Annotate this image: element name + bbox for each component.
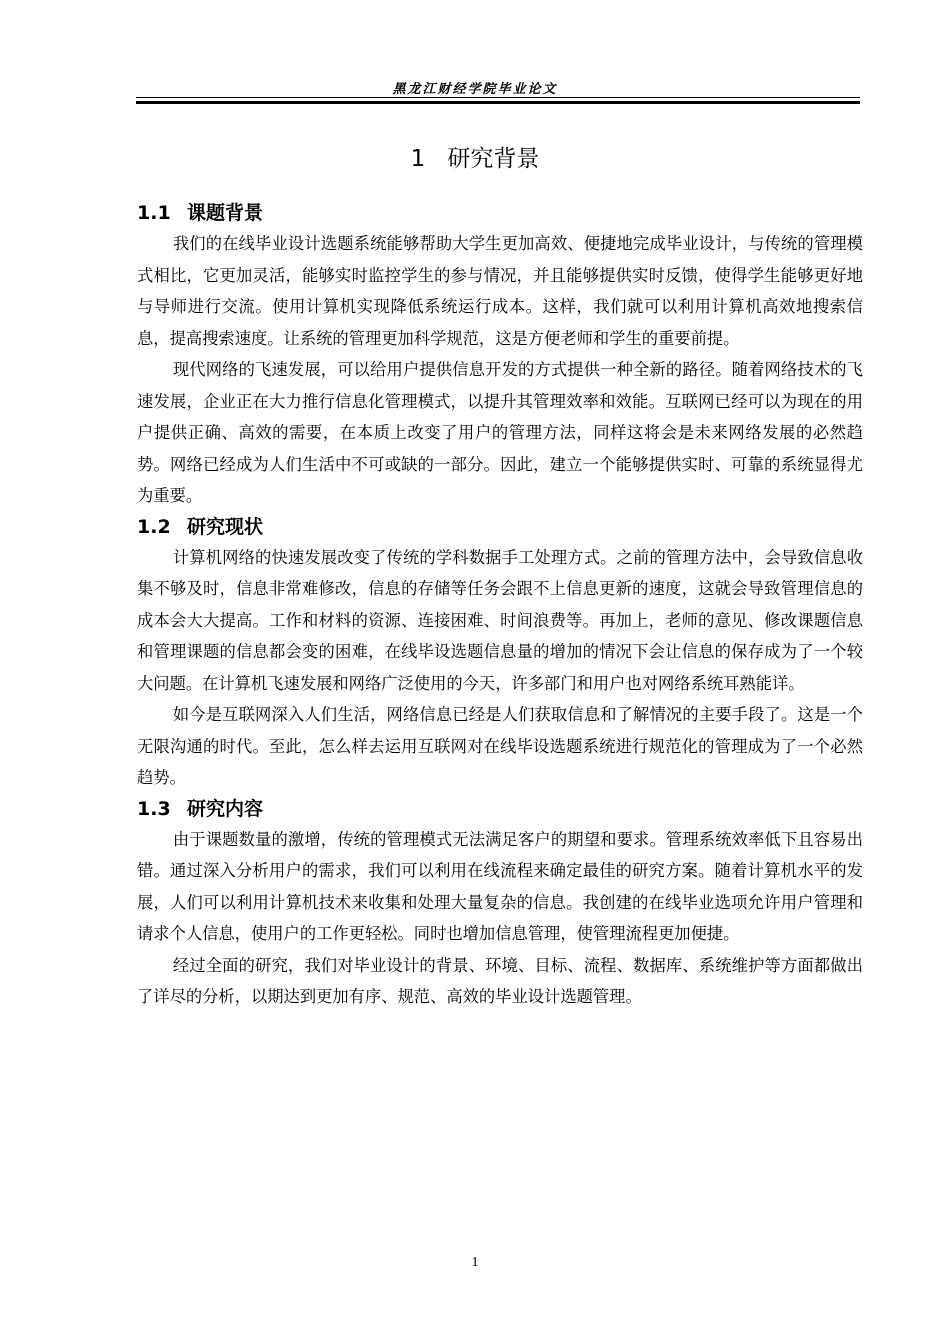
- page-number: 1: [471, 1255, 479, 1270]
- header-rule-thick: [136, 101, 860, 104]
- paragraph: 如今是互联网深入人们生活，网络信息已经是人们获取信息和了解情况的主要手段了。这是一个无限沟通的时代。至此，怎么样去运用互联网对在线毕设选题系统进行规范化的管理成为了一个必然趋势。: [137, 705, 863, 787]
- header-rule-thin: [136, 97, 860, 98]
- chapter-title: 研究背景: [447, 146, 540, 172]
- paragraph: 经过全面的研究，我们对毕业设计的背景、环境、目标、流程、数据库、系统维护等方面都做出了详尽的分析，以期达到更加有序、规范、高效的毕业设计选题管理。: [137, 955, 863, 1006]
- section-title: 课题背景: [187, 202, 264, 224]
- running-header-title: 黑龙江财经学院毕业论文: [392, 82, 558, 97]
- chapter-heading: [0, 140, 950, 173]
- section-heading-1-1: [137, 198, 863, 228]
- section-heading-1-2: [137, 512, 863, 542]
- body-content: [137, 198, 863, 1013]
- section-number: 1.1: [137, 202, 171, 224]
- section-heading-1-3: [137, 794, 863, 824]
- section-number: 1.3: [137, 797, 171, 820]
- paragraph: 由于课题数量的激增，传统的管理模式无法满足客户的期望和要求。管理系统效率低下且容易出错。通过深入分析用户的需求，我们可以利用在线流程来确定最佳的研究方案。随着计算机水平的发展，人们可以利用计算机技术来收集和处理大量复杂的信息。我创建的在线毕业选项允许用户管理和请求个人信息，使用户的工作更轻松。同时也增加信息管理，使管理流程更加便捷。: [137, 829, 863, 943]
- paragraph: 我们的在线毕业设计选题系统能够帮助大学生更加高效、便捷地完成毕业设计，与传统的管理模式相比，它更加灵活，能够实时监控学生的参与情况，并且能够提供实时反馈，使得学生能够更好地与导师进行交流。使用计算机实现降低系统运行成本。这样，我们就可以利用计算机高效地搜索信息，提高搜索速度。让系统的管理更加科学规范，这是方便老师和学生的重要前提。: [137, 234, 863, 348]
- paragraph: 计算机网络的快速发展改变了传统的学科数据手工处理方式。之前的管理方法中，会导致信息收集不够及时，信息非常难修改，信息的存储等任务会跟不上信息更新的速度，这就会导致管理信息的成本会大大提高。工作和材料的资源、连接困难、时间浪费等。再加上，老师的意见、修改课题信息和管理课题的信息都会变的困难，在线毕设选题信息量的增加的情况下会让信息的保存成为了一个较大问题。在计算机飞速发展和网络广泛使用的今天，许多部门和用户也对网络系统耳熟能详。: [137, 547, 863, 693]
- section-title: 研究现状: [187, 515, 264, 538]
- chapter-number: 1: [410, 146, 426, 172]
- paragraph: 现代网络的飞速发展，可以给用户提供信息开发的方式提供一种全新的路径。随着网络技术的飞速发展，企业正在大力推行信息化管理模式，以提升其管理效率和效能。互联网已经可以为现在的用户提供正确、高效的需要，在本质上改变了用户的管理方法，同样这将会是未来网络发展的必然趋势。网络已经成为人们生活中不可或缺的一部分。因此，建立一个能够提供实时、可靠的系统显得尤为重要。: [137, 360, 863, 505]
- section-number: 1.2: [137, 515, 171, 538]
- section-title: 研究内容: [187, 797, 264, 820]
